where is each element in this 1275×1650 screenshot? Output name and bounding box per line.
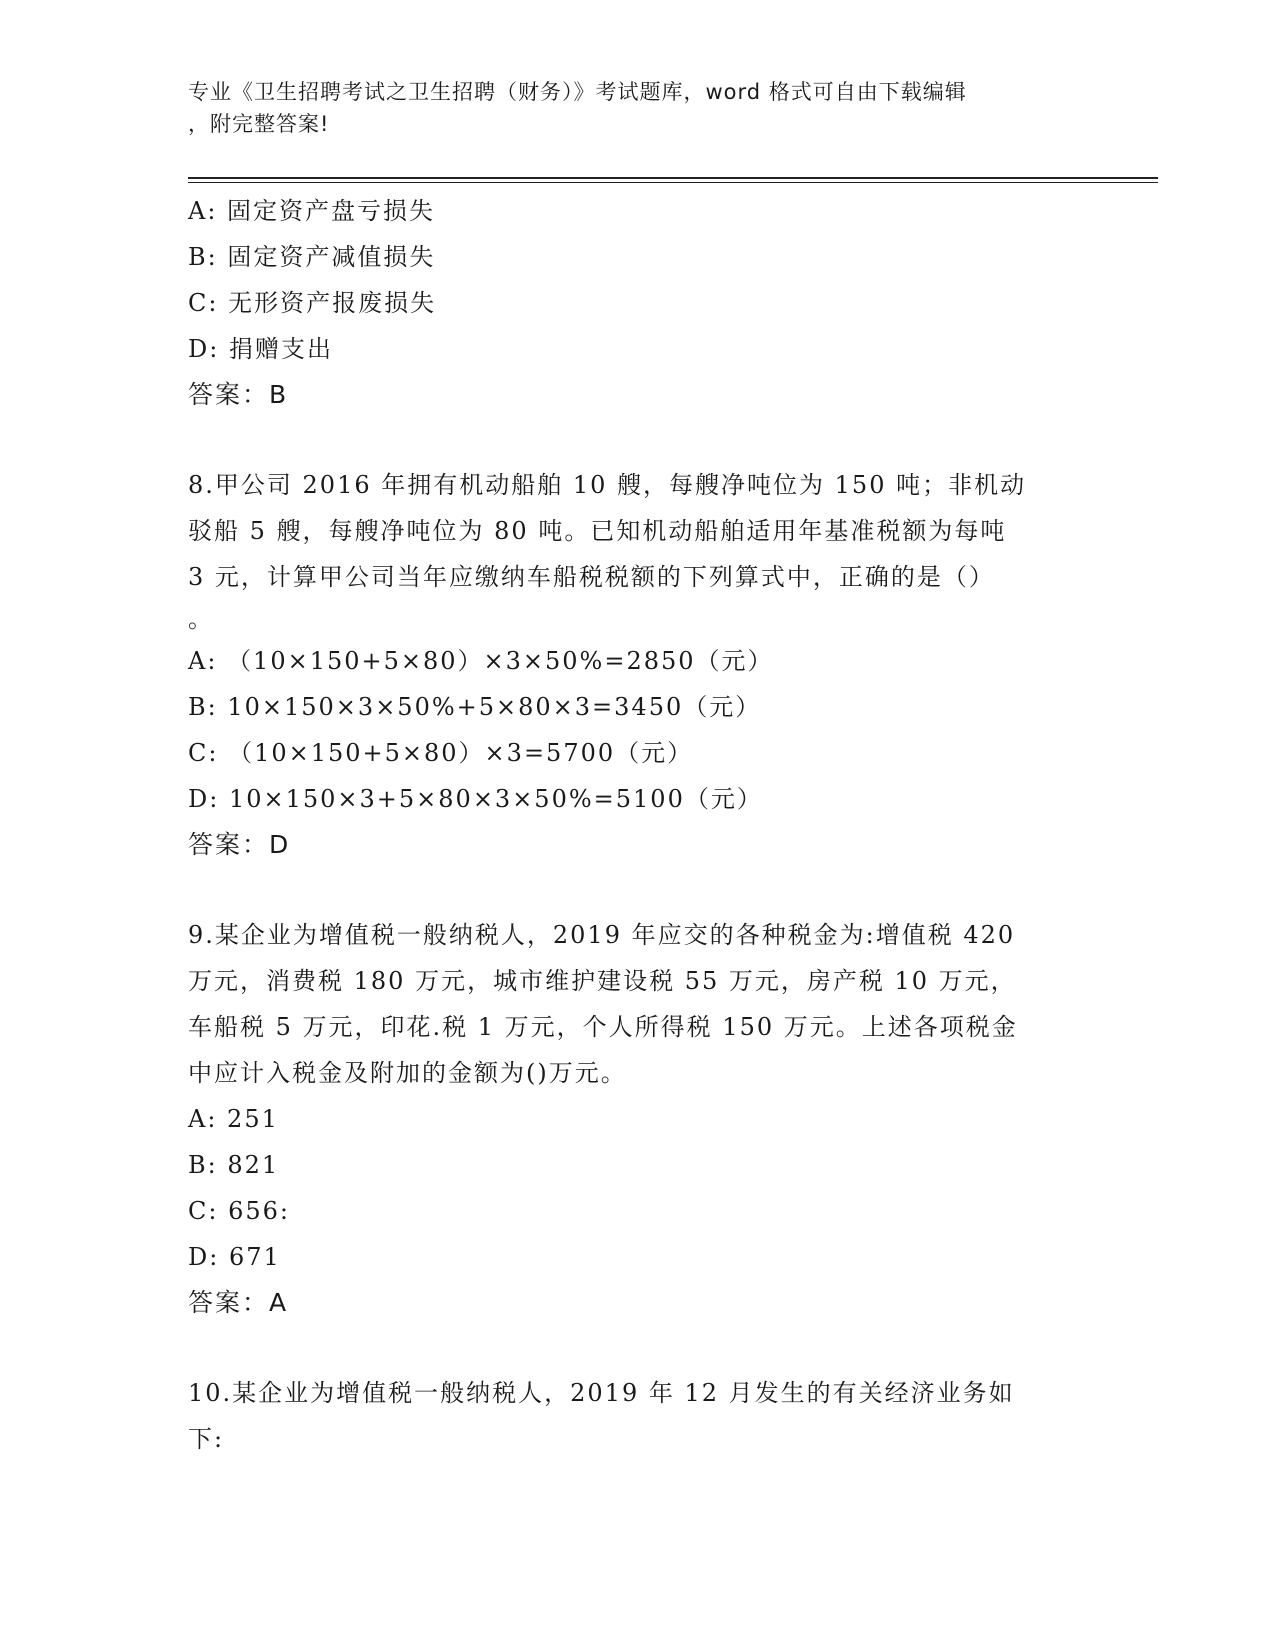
document-header: [188, 76, 1068, 140]
question-text-line: 车船税 5 万元，印花.税 1 万元，个人所得税 150 万元。上述各项税金: [188, 1013, 1018, 1041]
answer-line: 答案：D: [188, 830, 291, 859]
question-text-line: 万元，消费税 180 万元，城市维护建设税 55 万元，房产税 10 万元，: [188, 967, 1017, 995]
header-line-1: 专业《卫生招聘考试之卫生招聘（财务）》考试题库，word 格式可自由下载编辑: [188, 80, 967, 104]
question-text-line: 9.某企业为增值税一般纳税人，2019 年应交的各种税金为:增值税 420: [188, 921, 1016, 949]
answer-line: 答案：A: [188, 1288, 289, 1317]
answer-line: 答案：B: [188, 380, 289, 409]
question-text-line: 下:: [188, 1425, 225, 1453]
question-8: [188, 462, 1088, 868]
question-text-line: 3 元，计算甲公司当年应缴纳车船税税额的下列算式中，正确的是（）: [188, 563, 995, 591]
question-text-line: 驳船 5 艘，每艘净吨位为 80 吨。已知机动船舶适用年基准税额为每吨: [188, 517, 1007, 545]
header-line-2: ，附完整答案!: [188, 112, 330, 136]
question-9: [188, 912, 1088, 1326]
spacer: [188, 1326, 1088, 1370]
option-a: A: 固定资产盘亏损失: [188, 197, 436, 225]
option-a: A: （10×150+5×80）×3×50%=2850（元）: [188, 647, 774, 675]
option-c: C: （10×150+5×80）×3=5700（元）: [188, 739, 694, 767]
question-text-line: 中应计入税金及附加的金额为()万元。: [188, 1059, 627, 1087]
question-7: [188, 188, 1088, 418]
option-c: C: 656:: [188, 1197, 290, 1225]
option-b: B: 固定资产减值损失: [188, 243, 436, 271]
option-d: D: 671: [188, 1243, 281, 1271]
option-d: D: 10×150×3+5×80×3×50%=5100（元）: [188, 785, 763, 813]
question-10: [188, 1370, 1088, 1462]
question-text-line: 8.甲公司 2016 年拥有机动船舶 10 艘，每艘净吨位为 150 吨；非机动: [188, 471, 1027, 499]
header-divider-thick: [188, 177, 1158, 179]
document-body: [188, 188, 1088, 1462]
option-c: C: 无形资产报废损失: [188, 289, 437, 317]
option-d: D: 捐赠支出: [188, 335, 333, 363]
header-divider-thin: [188, 182, 1158, 183]
option-b: B: 821: [188, 1151, 280, 1179]
option-b: B: 10×150×3×50%+5×80×3=3450（元）: [188, 693, 762, 721]
question-text-line: 10.某企业为增值税一般纳税人，2019 年 12 月发生的有关经济业务如: [188, 1379, 1015, 1407]
question-text-line: 。: [188, 605, 214, 633]
spacer: [188, 868, 1088, 912]
option-a: A: 251: [188, 1105, 279, 1133]
spacer: [188, 418, 1088, 462]
